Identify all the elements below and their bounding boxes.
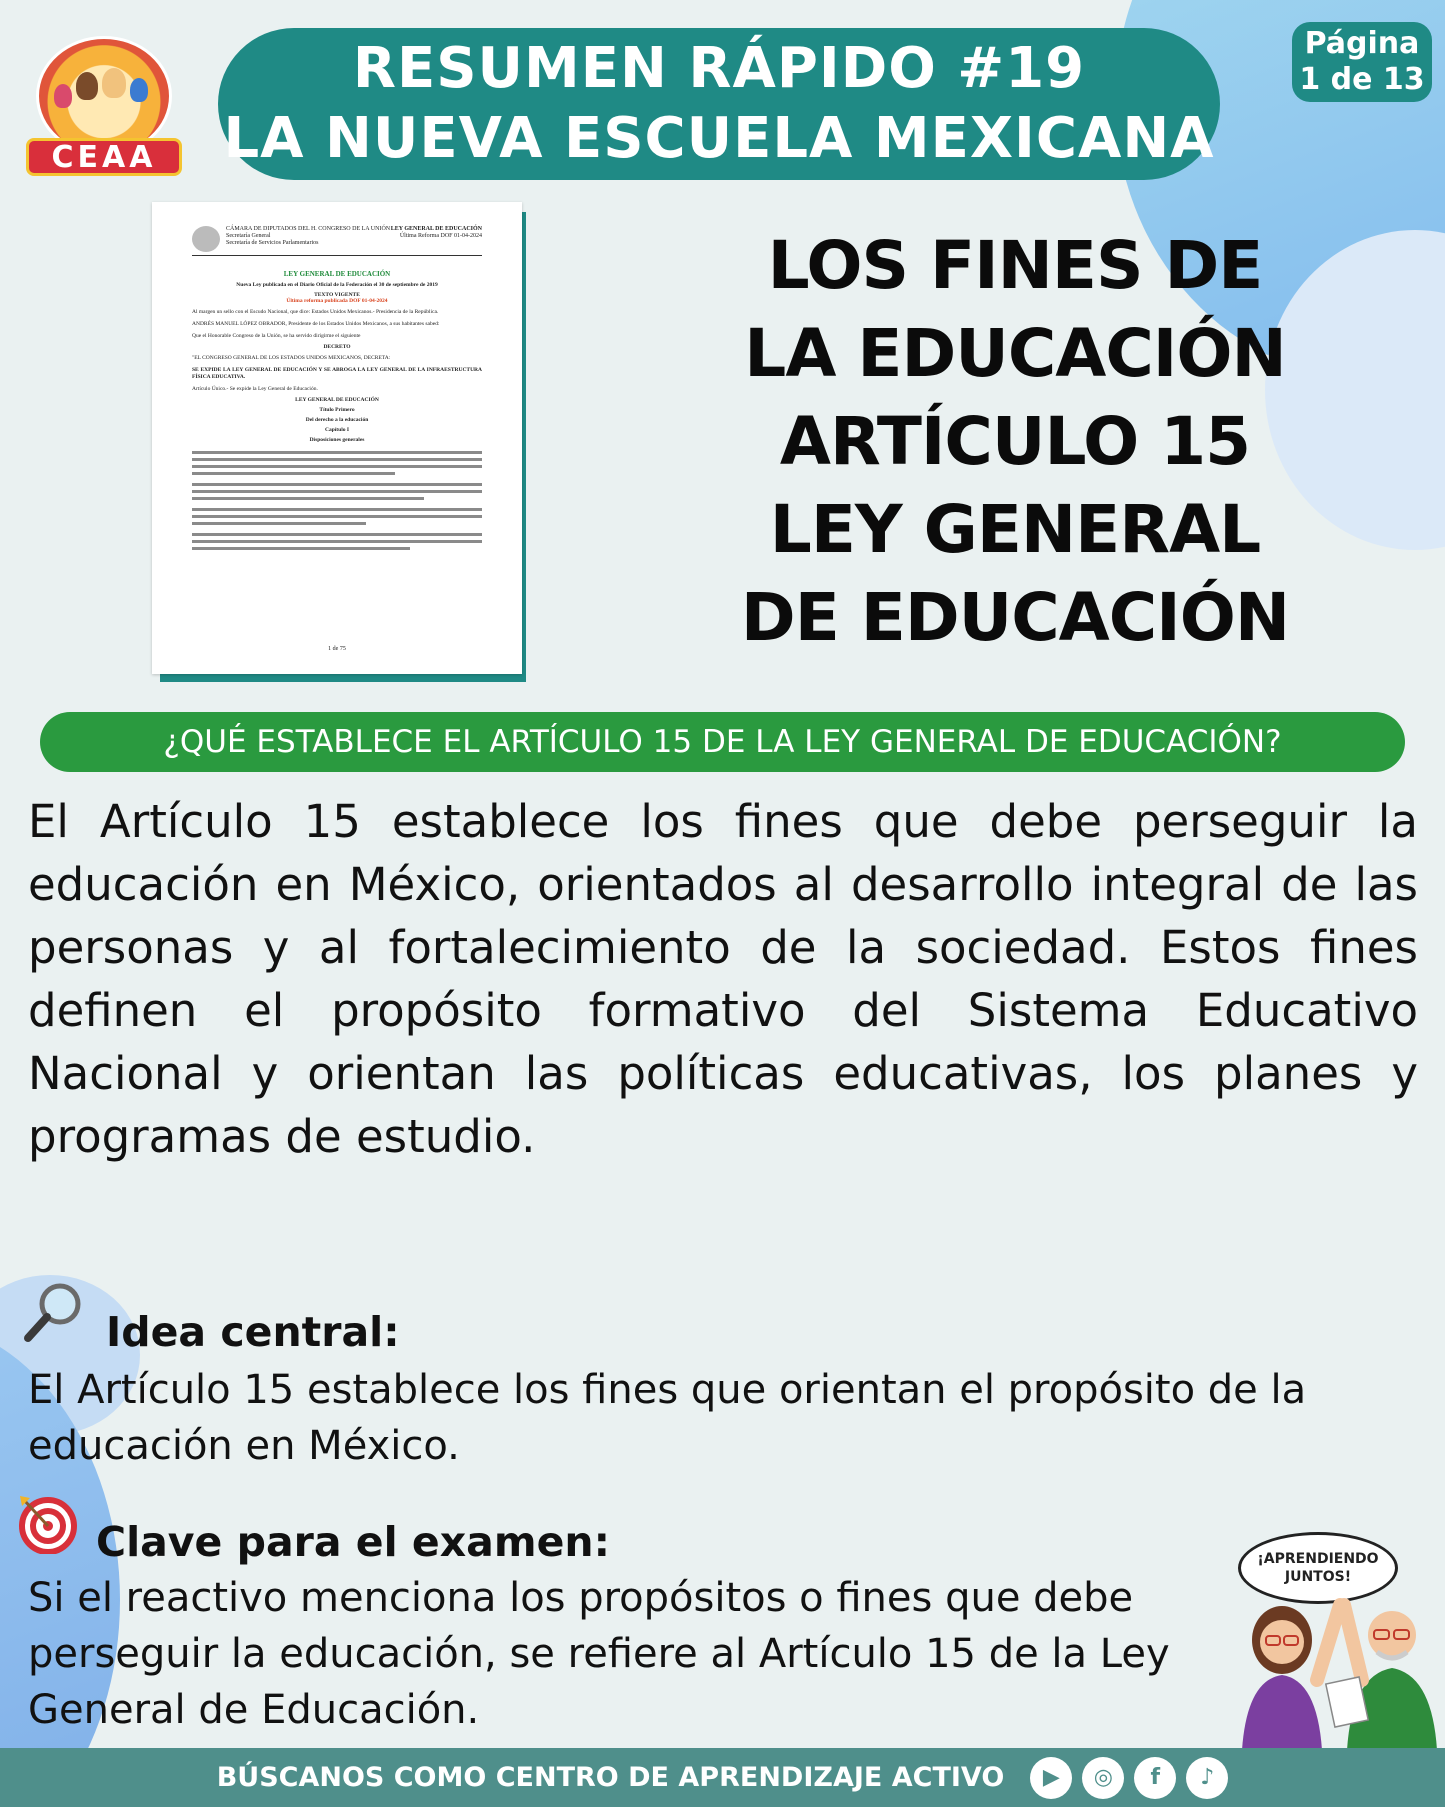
main-heading-line: LOS FINES DE [767,227,1263,304]
footer-bar [0,1748,1445,1807]
ceaa-logo [24,30,184,180]
document-paragraph: ANDRÉS MANUEL LÓPEZ OBRADOR, Presidente de los Estados Unidos Mexicanos, a sus habitantes sabed: [192,321,440,327]
document-body-text [192,451,482,550]
document-capitulo: Capítulo I [325,427,349,433]
page-title-line-2: LA NUEVA ESCUELA MEXICANA [223,106,1215,171]
youtube-icon[interactable]: ▶ [1030,1757,1072,1799]
document-paragraph: "EL CONGRESO GENERAL DE LOS ESTADOS UNIDOS MEXICANOS, DECRETA: [192,355,391,361]
main-heading-line: LA EDUCACIÓN [744,315,1286,392]
document-paragraph: SE EXPIDE LA LEY GENERAL DE EDUCACIÓN Y SE ABROGA LA LEY GENERAL DE LA INFRAESTRUCTURA FÍSICA EDUCATIVA. [192,367,482,380]
document-paragraph: Que el Honorable Congreso de la Unión, se ha servido dirigirme el siguiente [192,333,361,339]
document-header-line: Secretaría de Servicios Parlamentarios [226,240,319,246]
document-header-subtitle: Última Reforma DOF 01-04-2024 [399,233,482,239]
page-number-badge [1292,22,1432,102]
document-titulo-sub: Del derecho a la educación [305,417,369,423]
document-page-number: 1 de 75 [328,646,346,652]
main-heading-line: ARTÍCULO 15 [779,403,1251,480]
facebook-icon[interactable]: f [1134,1757,1176,1799]
social-links [1030,1757,1228,1799]
logo-figure [76,72,98,100]
clave-examen-label: Clave para el examen: [96,1518,610,1566]
question-banner: ¿QUÉ ESTABLECE EL ARTÍCULO 15 DE LA LEY GENERAL DE EDUCACIÓN? [40,712,1405,772]
magnifying-glass-icon [22,1282,84,1344]
logo-figure [130,78,148,102]
footer-text: BÚSCANOS COMO CENTRO DE APRENDIZAJE ACTIVO [216,1762,1005,1793]
mexican-crest-icon [192,226,220,252]
document-published: Nueva Ley publicada en el Diario Oficial de la Federación el 30 de septiembre de 2019 [236,282,438,288]
document-title: LEY GENERAL DE EDUCACIÓN [283,270,391,278]
page-number-value: 1 de 13 [1299,62,1425,97]
document-header-title: LEY GENERAL DE EDUCACIÓN [390,226,482,232]
document-texto-vigente: TEXTO VIGENTE [314,292,360,298]
document-decreto: DECRETO [323,344,351,350]
document-titulo: Título Primero [319,407,355,413]
main-heading [700,222,1330,662]
speech-bubble: ¡APRENDIENDO JUNTOS! [1238,1532,1398,1604]
document-capitulo-sub: Disposiciones generales [309,437,365,443]
law-document-thumbnail [152,202,522,674]
document-reform: Última reforma publicada DOF 01-04-2024 [286,298,388,304]
document-header [192,226,482,256]
instagram-icon[interactable]: ◎ [1082,1757,1124,1799]
page-title [218,28,1220,180]
document-header-line: Secretaría General [226,233,271,239]
document-paragraph: Al margen un sello con el Escudo Nacional, que dice: Estados Unidos Mexicanos.- Presidencia de la República. [192,309,439,315]
document-paragraph: Artículo Único.- Se expide la Ley General de Educación. [192,386,318,392]
document-ley: LEY GENERAL DE EDUCACIÓN [295,397,379,403]
logo-text: CEAA [26,138,182,176]
logo-figure [102,68,126,98]
page-number-label: Página [1304,26,1420,61]
document-header-line: CÁMARA DE DIPUTADOS DEL H. CONGRESO DE LA UNIÓN [226,226,391,232]
page-title-line-1: RESUMEN RÁPIDO #19 [352,36,1086,101]
idea-central-label: Idea central: [106,1308,400,1356]
clave-examen-text: Si el reactivo menciona los propósitos o fines que debe perseguir la educación, se refiere al Artículo 15 de la Ley General de Educación. [28,1575,1170,1733]
body-paragraph: El Artículo 15 establece los fines que debe perseguir la educación en México, orientados al desarrollo integral de las personas y al fortalecimiento de la sociedad. Estos fines definen el propósito formativo del Sistema Educativo Nacional y orientan las políticas educativas, los planes y programas de estudio. [28,795,1418,1163]
idea-central-text: El Artículo 15 establece los fines que orientan el propósito de la educación en México. [28,1367,1307,1469]
target-icon [18,1494,78,1554]
tiktok-icon[interactable]: ♪ [1186,1757,1228,1799]
main-heading-line: LEY GENERAL [769,491,1261,568]
main-heading-line: DE EDUCACIÓN [740,579,1290,656]
teachers-cartoon [1222,1530,1442,1750]
logo-figure [54,84,72,108]
